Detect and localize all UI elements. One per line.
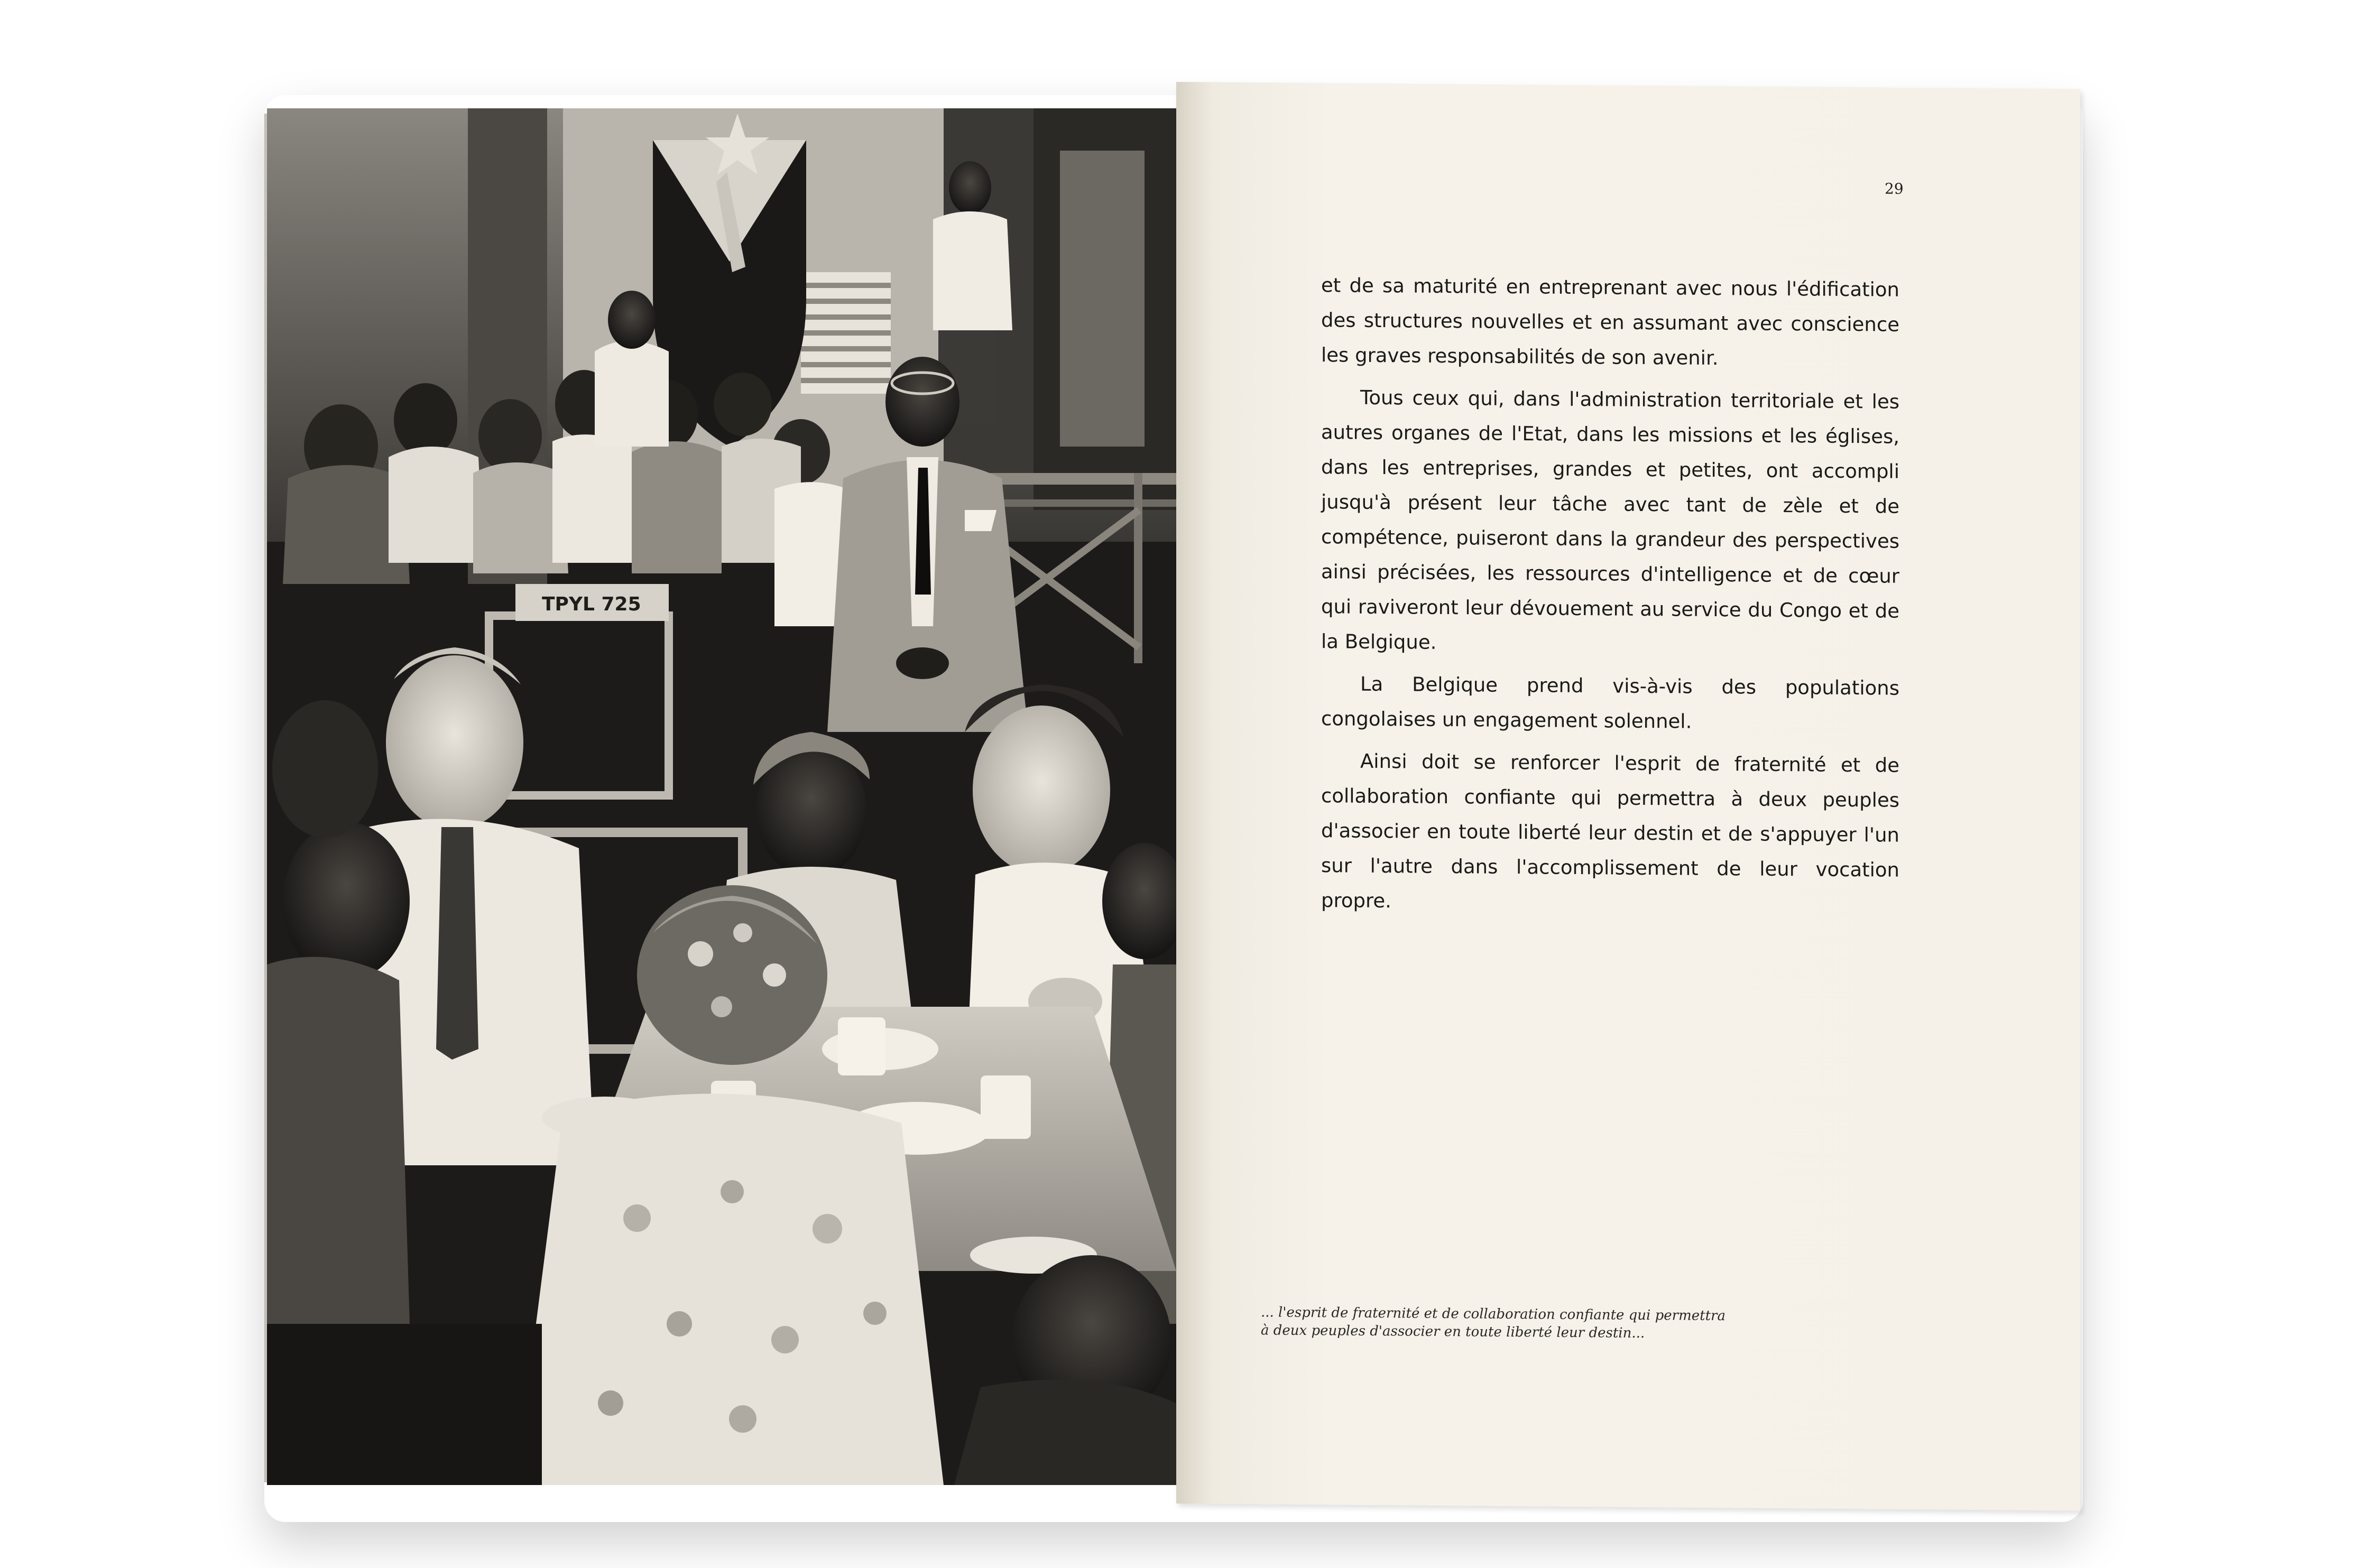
caption-line: ... l'esprit de fraternité et de collaboration confiante qui permettra [1261,1304,1725,1324]
paragraph: Tous ceux qui, dans l'administration territoriale et les autres organes de l'Etat, dans les missions et les églises, dans les entreprises, grandes et petites, ont accompli jusqu'à présent leur tâche avec tant de zèle et de compétence, puiseront dans la grandeur des perspectives ainsi précisées, les ressources d'intelligence et de cœur qui raviveront leur dévouement au service du Congo et de la Belgique. [1321,386,1899,654]
right-page-text [1176,82,2080,1510]
wall-vent [801,272,891,394]
page-number: 29 [1885,180,1904,198]
body-text [1321,268,1899,930]
vehicle-plate-text: TPYL 725 [542,593,641,615]
photo-caption [1261,1303,1789,1343]
foreground-shadow [267,1324,542,1485]
paragraph: et de sa maturité en entreprenant avec nous l'édification des structures nouvelles et en assumant avec conscience les graves responsabilités de son avenir. [1321,274,1899,370]
paragraph: La Belgique prend vis-à-vis des populations congolaises un engagement solennel. [1321,672,1899,733]
paragraph: Ainsi doit se renforcer l'esprit de fraternité et de collaboration confiante qui permettra à deux peuples d'associer en toute liberté leur destin et de s'appuyer l'un sur l'autre dans l'accomplissement de leur vocation propre. [1321,749,1899,913]
banquet-photo [267,108,1176,1485]
left-page-photograph [267,108,1176,1485]
caption-line: à deux peuples d'associer en toute liberté leur destin... [1261,1322,1645,1341]
